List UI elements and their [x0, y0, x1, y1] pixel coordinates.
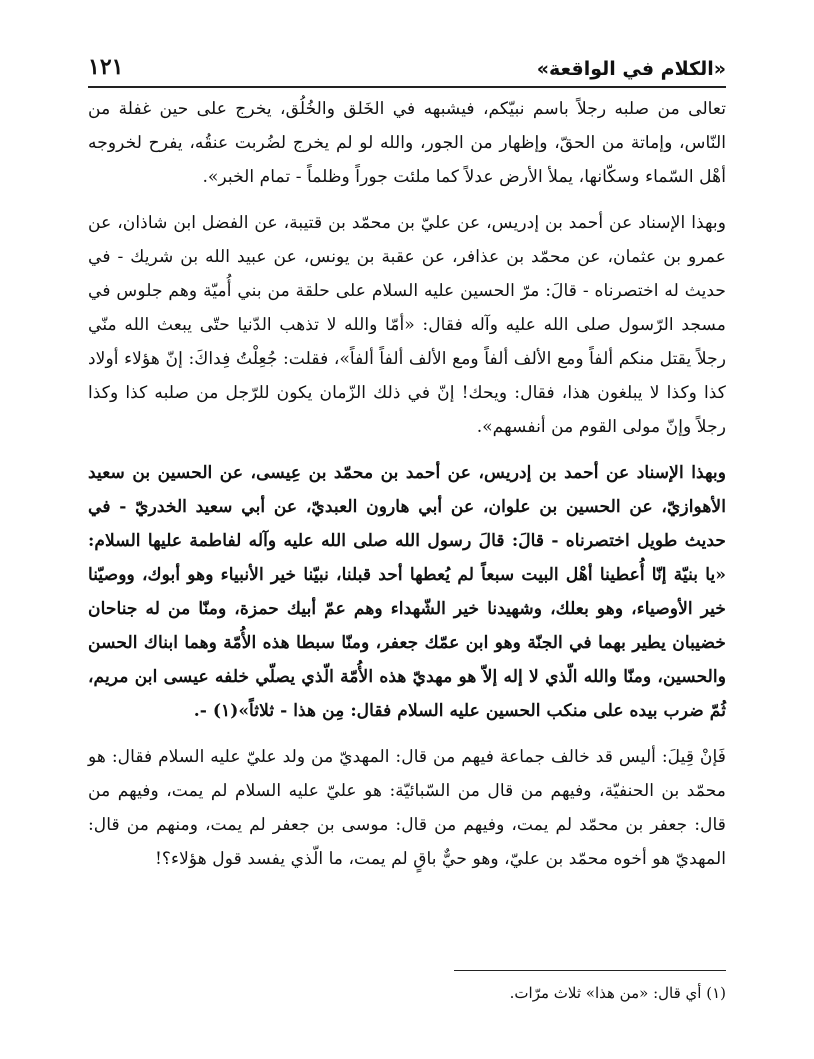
chapter-title: «الكلام في الواقعة» [536, 58, 726, 80]
paragraph-2: وبهذا الإسناد عن أحمد بن إدريس، عن عليّ بن محمّد بن قتيبة، عن الفضل ابن شاذان، عن عمرو بن عثمان، عن محمّد بن عذافر، عن عقبة بن يونس، عن عبيد الله بن شريك - في حديث له اختصرناه - قالَ: مرّ الحسين عليه السلام على حلقة من بني أُميّة وهم جلوس في مسجد الرّسول صلى الله عليه وآله فقال: «أمّا والله لا تذهب الدّنيا حتّى يبعث الله منّي رجلاً يقتل منكم ألفاً ومع الألف ألفاً ومع الألف ألفاً ألفاً»، فقلت: جُعِلْتُ فِداكَ: إنّ هؤلاء أولاد كذا وكذا لا يبلغون هذا، فقال: ويحك! إنّ في ذلك الزّمان يكون للرّجل من صلبه كذا وكذا رجلاً وإنّ مولى القوم من أنفسهم». [88, 213, 726, 437]
body-text [88, 92, 726, 888]
footnote: (١) أي قال: «من هذا» ثلاث مرّات. [509, 984, 726, 1002]
running-header [88, 40, 726, 88]
paragraph-3: وبهذا الإسناد عن أحمد بن إدريس، عن أحمد بن محمّد بن عِيسى، عن الحسين بن سعيد الأهوازيّ، عن الحسين بن علوان، عن أبي هارون العبديّ، عن أبي سعيد الخدريّ - في حديث طويل اختصرناه - قالَ: قالَ رسول الله صلى الله عليه وآله لفاطمة عليها السلام: «يا بنيّة إنّا أُعطينا أهْل البيت سبعاً لم يُعطها أحد قبلنا، نبيّنا خير الأنبياء وهو أبوك، ووصيّنا خير الأوصياء، وهو بعلك، وشهيدنا خير الشّهداء وهم عمّ أبيك حمزة، ومنّا من له جناحان خضيبان يطير بهما في الجنّة وهو ابن عمّك جعفر، ومنّا سبطا هذه الأُمّة وهما ابناك الحسن والحسين، ومنّا والله الّذي لا إله إلاّ هو مهديّ هذه الأُمّة الّذي يصلّي خلفه عيسى ابن مريم، ثُمّ ضرب بيده على منكب الحسين عليه السلام فقال: مِن هذا - ثلاثاً»(١) -. [88, 463, 726, 721]
footnote-divider [454, 970, 726, 971]
page-number: ١٢١ [88, 54, 124, 80]
paragraph-4: فَإنْ قِيلَ: أليس قد خالف جماعة فيهم من قال: المهديّ من ولد عليّ عليه السلام فقال: هو محمّد بن الحنفيّة، وفيهم من قال من السّبائيّة: هو عليّ عليه السلام لم يمت، وفيهم من قال: جعفر بن محمّد لم يمت، وفيهم من قال: موسى بن جعفر لم يمت، ومنهم من قال: المهديّ هو أخوه محمّد بن عليّ، وهو حيٌّ باقٍ لم يمت، ما الّذي يفسد قول هؤلاء؟! [88, 747, 726, 869]
paragraph-1: تعالى من صلبه رجلاً باسم نبيّكم، فيشبهه في الخَلق والخُلُق، يخرج على حين غفلة من النّاس، وإماتة من الحقّ، وإظهار من الجور، والله لو لم يخرج لضُربت عنقُه، يفرح لخروجه أهْل السّماء وسكّانها، يملأ الأرض عدلاً كما ملئت جوراً وظلماً - تمام الخبر». [88, 99, 726, 187]
